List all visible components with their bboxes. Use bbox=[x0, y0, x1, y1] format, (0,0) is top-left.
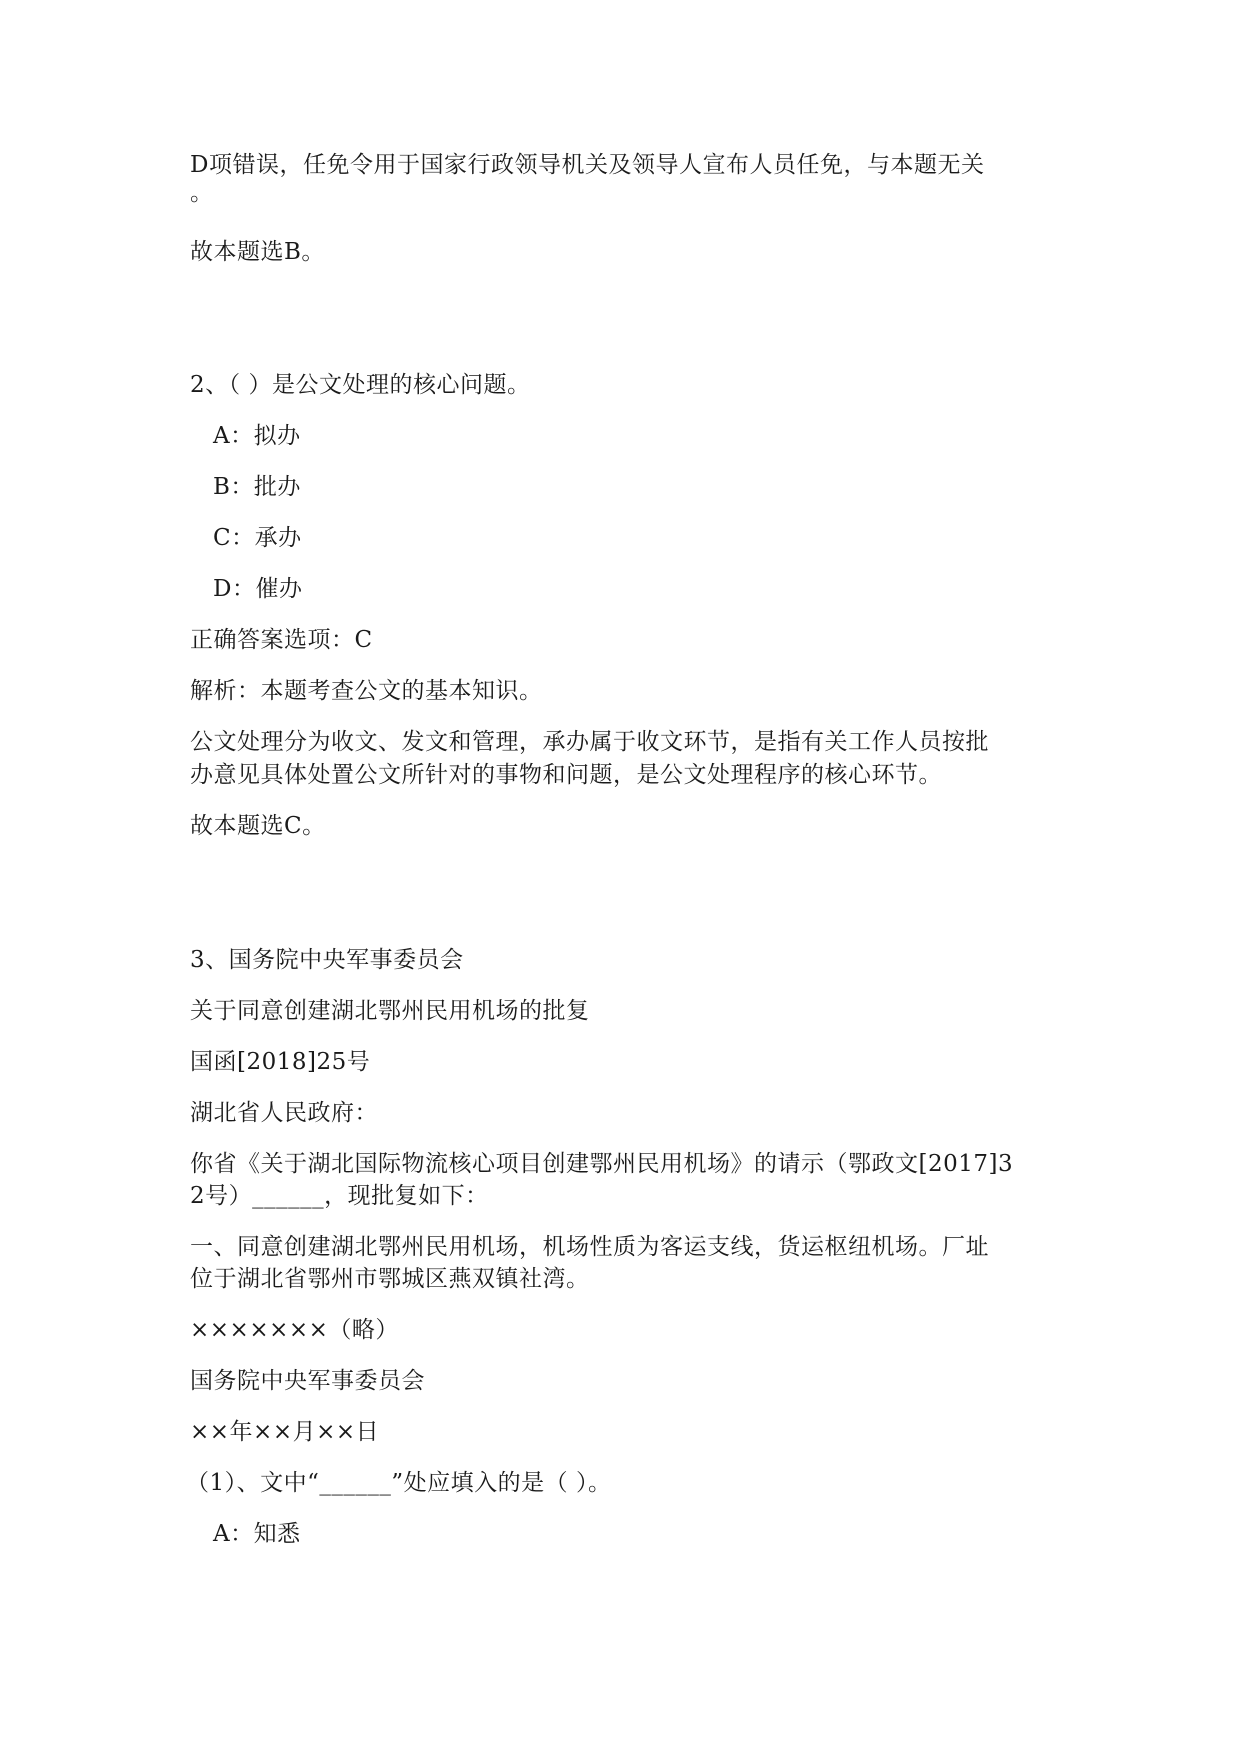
q3-sub-option-a: A：知悉 bbox=[213, 1521, 301, 1547]
q3-date: ××年××月××日 bbox=[190, 1419, 380, 1445]
q3-item1-line1: 一、同意创建湖北鄂州民用机场，机场性质为客运支线，货运枢纽机场。厂址 bbox=[190, 1234, 989, 1260]
q2-option-c: C：承办 bbox=[213, 525, 302, 551]
q1-conclusion: 故本题选B。 bbox=[190, 239, 325, 265]
q2-answer: 正确答案选项：C bbox=[190, 627, 373, 653]
q1-explanation-d-line1: D项错误，任免令用于国家行政领导机关及领导人宣布人员任免，与本题无关 bbox=[190, 152, 985, 178]
q3-omitted: ×××××××（略） bbox=[190, 1317, 399, 1343]
q3-sub-question: （1）、文中“______”处应填入的是（ ）。 bbox=[186, 1470, 612, 1496]
q3-doc-number: 国函[2018]25号 bbox=[190, 1049, 371, 1075]
q3-item1-line2: 位于湖北省鄂州市鄂城区燕双镇社湾。 bbox=[190, 1266, 590, 1292]
q2-analysis-line1: 公文处理分为收文、发文和管理，承办属于收文环节，是指有关工作人员按批 bbox=[190, 729, 989, 755]
q2-conclusion: 故本题选C。 bbox=[190, 813, 326, 839]
q2-option-d: D：催办 bbox=[213, 576, 303, 602]
q1-explanation-d-line2: 。 bbox=[190, 180, 214, 206]
q2-option-a: A：拟办 bbox=[213, 423, 301, 449]
q3-body-line1: 你省《关于湖北国际物流核心项目创建鄂州民用机场》的请示（鄂政文[2017]3 bbox=[190, 1151, 1014, 1177]
q2-analysis-label: 解析：本题考查公文的基本知识。 bbox=[190, 678, 543, 704]
q3-doc-title: 关于同意创建湖北鄂州民用机场的批复 bbox=[190, 998, 590, 1024]
q2-question: 2、（ ）是公文处理的核心问题。 bbox=[190, 372, 531, 398]
q3-signature: 国务院中央军事委员会 bbox=[190, 1368, 425, 1394]
q2-analysis-line2: 办意见具体处置公文所针对的事物和问题，是公文处理程序的核心环节。 bbox=[190, 762, 942, 788]
q3-recipient: 湖北省人民政府： bbox=[190, 1100, 378, 1126]
q3-issuer: 3、国务院中央军事委员会 bbox=[190, 947, 464, 973]
q2-option-b: B：批办 bbox=[213, 474, 301, 500]
q3-body-line2: 2号）______，现批复如下： bbox=[190, 1183, 489, 1209]
